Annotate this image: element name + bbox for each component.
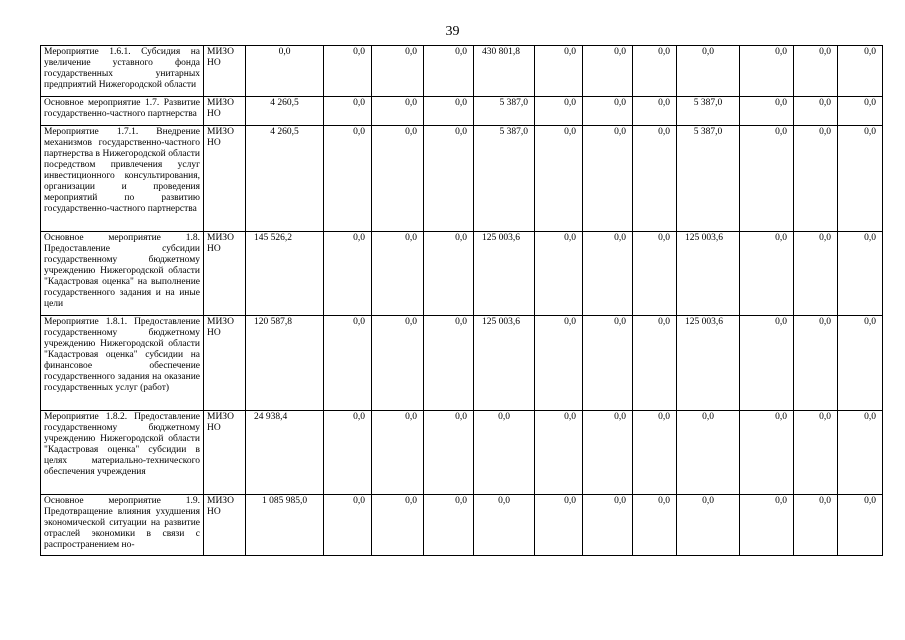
value-cell: 0,0 [633, 46, 677, 97]
value-cell: 0,0 [583, 97, 633, 126]
value-cell: 0,0 [474, 495, 535, 556]
value-cell: 0,0 [424, 495, 474, 556]
value-cell: 0,0 [324, 316, 372, 411]
activity-name: Основное мероприятие 1.8. Предоставление субсидии государственному бюджетному учреждению Нижегородской области "Кадастровая оценка" на выполнение государственного задания и на иные цели [41, 232, 204, 316]
value-cell: 0,0 [794, 411, 838, 495]
value-cell: 0,0 [838, 316, 883, 411]
value-cell: 0,0 [424, 411, 474, 495]
value-cell: 0,0 [324, 97, 372, 126]
value-cell: 0,0 [633, 495, 677, 556]
value-cell: 0,0 [424, 232, 474, 316]
value-cell: 0,0 [372, 495, 424, 556]
value-cell: 0,0 [633, 411, 677, 495]
value-cell: 0,0 [633, 232, 677, 316]
page-number: 39 [445, 24, 460, 39]
value-cell: 0,0 [324, 495, 372, 556]
value-cell: 0,0 [535, 46, 583, 97]
value-cell: 0,0 [372, 232, 424, 316]
value-cell: 0,0 [324, 126, 372, 232]
value-cell: 0,0 [838, 411, 883, 495]
value-cell: 0,0 [740, 411, 794, 495]
value-cell: 0,0 [424, 126, 474, 232]
value-cell: 0,0 [794, 232, 838, 316]
value-cell: 0,0 [740, 232, 794, 316]
table-row [41, 97, 883, 126]
activity-name: Мероприятие 1.6.1. Субсидия на увеличение уставного фонда государственных унитарных предприятий Нижегородской области [41, 46, 204, 97]
value-cell: 0,0 [740, 316, 794, 411]
value-cell: 0,0 [740, 126, 794, 232]
value-cell: 0,0 [633, 316, 677, 411]
value-cell: 0,0 [324, 232, 372, 316]
table-row [41, 411, 883, 495]
value-cell: 0,0 [372, 46, 424, 97]
table-row [41, 126, 883, 232]
value-cell: 0,0 [838, 46, 883, 97]
value-cell: 0,0 [633, 97, 677, 126]
value-cell: 0,0 [535, 411, 583, 495]
value-cell: 0,0 [583, 232, 633, 316]
value-cell: 0,0 [246, 46, 324, 97]
value-cell: 1 085 985,0 [246, 495, 324, 556]
value-cell: 0,0 [535, 495, 583, 556]
value-cell: 0,0 [740, 495, 794, 556]
value-cell: 0,0 [324, 411, 372, 495]
table-row [41, 46, 883, 97]
value-cell: 0,0 [794, 97, 838, 126]
value-cell: 0,0 [740, 46, 794, 97]
value-cell: 0,0 [424, 46, 474, 97]
value-cell: 5 387,0 [474, 126, 535, 232]
activity-name: Мероприятие 1.7.1. Внедрение механизмов государственно-частного партнерства в Нижегородской области посредством привлечения услуг инвестиционного консультирования, организации и проведения мероприятий по развитию государственно-частного партнерства [41, 126, 204, 232]
value-cell: 0,0 [794, 495, 838, 556]
value-cell: 0,0 [583, 411, 633, 495]
value-cell: 0,0 [372, 316, 424, 411]
value-cell: 0,0 [424, 316, 474, 411]
value-cell: 125 003,6 [677, 316, 740, 411]
value-cell: 0,0 [535, 316, 583, 411]
value-cell: 0,0 [583, 316, 633, 411]
value-cell: 0,0 [794, 46, 838, 97]
value-cell: 0,0 [372, 126, 424, 232]
value-cell: 0,0 [535, 232, 583, 316]
value-cell: 0,0 [677, 411, 740, 495]
executor-cell: МИЗО НО [204, 97, 246, 126]
value-cell: 4 260,5 [246, 97, 324, 126]
table-row [41, 232, 883, 316]
table-row [41, 316, 883, 411]
table-row [41, 495, 883, 556]
activity-name: Мероприятие 1.8.2. Предоставление государственному бюджетному учреждению Нижегородской области "Кадастровая оценка" субсидии в целях материально-технического обеспечения учреждения [41, 411, 204, 495]
value-cell: 0,0 [677, 495, 740, 556]
value-cell: 125 003,6 [677, 232, 740, 316]
executor-cell: МИЗО НО [204, 411, 246, 495]
value-cell: 0,0 [583, 46, 633, 97]
value-cell: 0,0 [740, 97, 794, 126]
value-cell: 0,0 [838, 126, 883, 232]
executor-cell: МИЗО НО [204, 232, 246, 316]
value-cell: 24 938,4 [246, 411, 324, 495]
value-cell: 5 387,0 [474, 97, 535, 126]
activity-name: Основное мероприятие 1.7. Развитие государственно-частного партнерства [41, 97, 204, 126]
value-cell: 0,0 [583, 126, 633, 232]
value-cell: 0,0 [838, 232, 883, 316]
value-cell: 125 003,6 [474, 316, 535, 411]
value-cell: 0,0 [794, 126, 838, 232]
activity-name: Основное мероприятие 1.9. Предотвращение влияния ухудшения экономической ситуации на развитие отраслей экономики в связи с распространением но- [41, 495, 204, 556]
value-cell: 430 801,8 [474, 46, 535, 97]
value-cell: 0,0 [677, 46, 740, 97]
value-cell: 0,0 [474, 411, 535, 495]
value-cell: 145 526,2 [246, 232, 324, 316]
value-cell: 0,0 [324, 46, 372, 97]
executor-cell: МИЗО НО [204, 46, 246, 97]
budget-table [40, 45, 883, 556]
value-cell: 0,0 [424, 97, 474, 126]
value-cell: 0,0 [838, 495, 883, 556]
value-cell: 0,0 [535, 97, 583, 126]
value-cell: 0,0 [372, 411, 424, 495]
value-cell: 125 003,6 [474, 232, 535, 316]
executor-cell: МИЗО НО [204, 126, 246, 232]
value-cell: 0,0 [838, 97, 883, 126]
executor-cell: МИЗО НО [204, 316, 246, 411]
value-cell: 0,0 [794, 316, 838, 411]
value-cell: 0,0 [583, 495, 633, 556]
value-cell: 4 260,5 [246, 126, 324, 232]
value-cell: 5 387,0 [677, 126, 740, 232]
value-cell: 0,0 [535, 126, 583, 232]
value-cell: 0,0 [633, 126, 677, 232]
activity-name: Мероприятие 1.8.1. Предоставление государственному бюджетному учреждению Нижегородской области "Кадастровая оценка" субсидии на финансовое обеспечение государственного задания на оказание государственных услуг (работ) [41, 316, 204, 411]
value-cell: 120 587,8 [246, 316, 324, 411]
executor-cell: МИЗО НО [204, 495, 246, 556]
value-cell: 5 387,0 [677, 97, 740, 126]
value-cell: 0,0 [372, 97, 424, 126]
